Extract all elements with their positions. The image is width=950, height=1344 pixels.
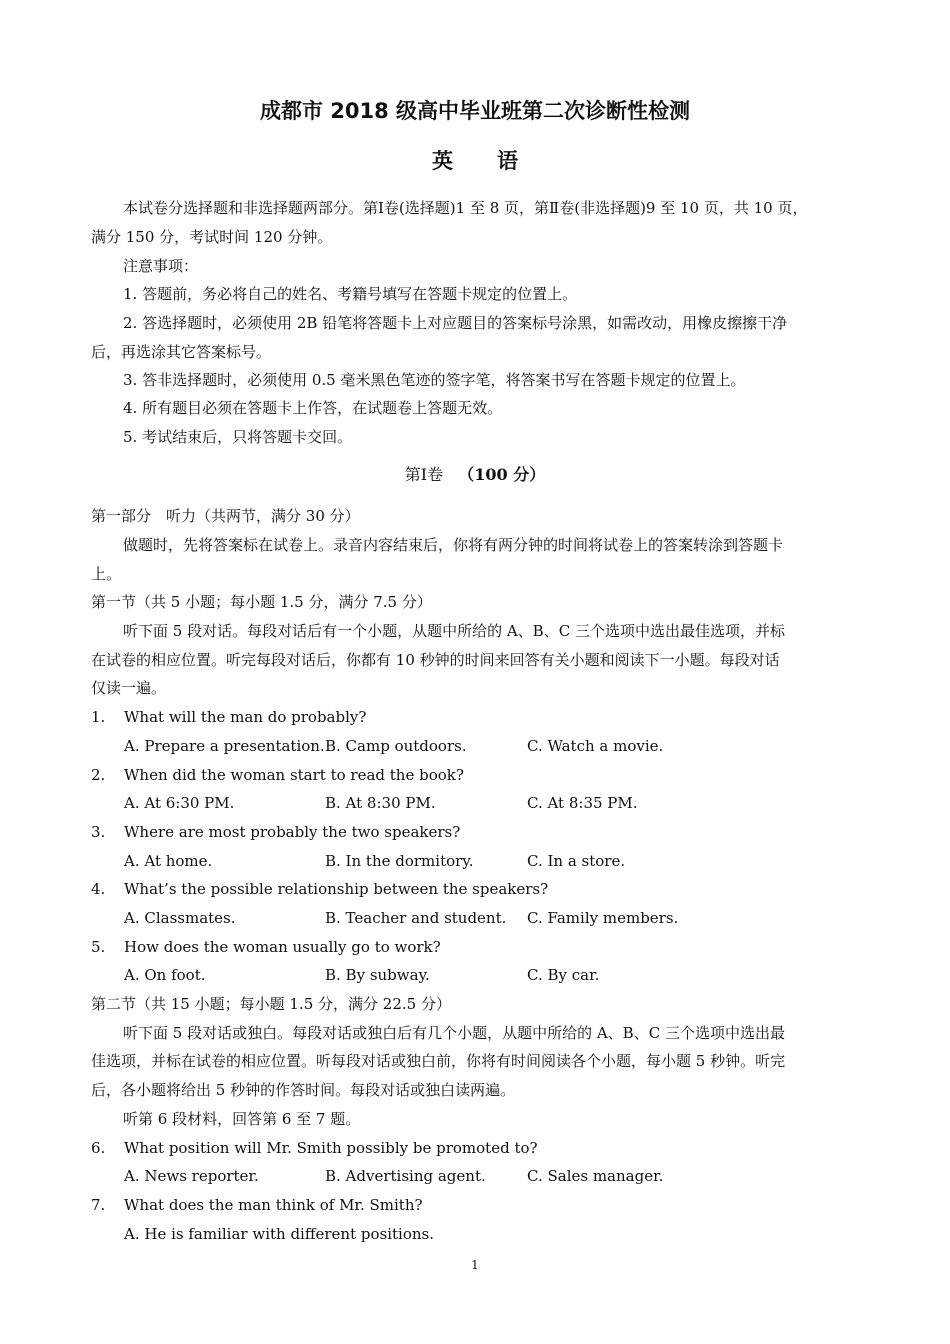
question-number: 3. [91,823,106,841]
option-b: B. In the dormitory. [325,852,474,870]
option-c: C. At 8:35 PM. [527,794,638,812]
question-text: When did the woman start to read the book? [124,766,464,784]
instruction-line: 做题时，先将答案标在试卷上。录音内容结束后，你将有两分钟的时间将试卷上的答案转涂到答题卡 [123,536,784,554]
question-number: 7. [91,1196,106,1214]
option-b: B. Camp outdoors. [325,737,467,755]
option-c: C. Sales manager. [527,1167,664,1185]
instruction-line: 听下面 5 段对话或独白。每段对话或独白后有几个小题，从题中所给的 A、B、C 三个选项中选出最 [123,1024,785,1042]
instruction-line: 仅读一遍。 [91,679,167,697]
note-item: 2. 答选择题时，必须使用 2B 铅笔将答题卡上对应题目的答案标号涂黑，如需改动，用橡皮擦擦干净 [123,314,788,332]
note-item: 后，再选涂其它答案标号。 [91,343,272,361]
option-c: C. In a store. [527,852,626,870]
section-heading: 第二节（共 15 小题；每小题 1.5 分，满分 22.5 分） [91,995,451,1013]
volume-score: （100 分） [458,465,546,484]
question-number: 2. [91,766,106,784]
instruction-line: 佳选项，并标在试卷的相应位置。听每段对话或独白前，你将有时间阅读各个小题，每小题 5 秒钟。听完 [91,1052,786,1070]
option-a: A. At home. [124,852,213,870]
question-text: What’s the possible relationship between the speakers? [124,880,549,898]
material-line: 听第 6 段材料，回答第 6 至 7 题。 [123,1110,361,1128]
option-a: A. Prepare a presentation. [124,737,325,755]
question-text: What position will Mr. Smith possibly be promoted to? [124,1139,538,1157]
option-a: A. At 6:30 PM. [124,794,235,812]
question-number: 6. [91,1139,106,1157]
note-item: 3. 答非选择题时，必须使用 0.5 毫米黑色笔迹的签字笔，将答案书写在答题卡规定的位置上。 [123,371,746,389]
section-heading: 第一节（共 5 小题；每小题 1.5 分，满分 7.5 分） [91,593,432,611]
option-a: A. News reporter. [124,1167,259,1185]
question-text: What does the man think of Mr. Smith? [124,1196,423,1214]
note-item: 4. 所有题目必须在答题卡上作答，在试题卷上答题无效。 [123,399,503,417]
notes-title: 注意事项： [123,257,199,275]
part-heading: 第一部分 听力（共两节，满分 30 分） [91,507,360,525]
question-text: What will the man do probably? [124,708,367,726]
option-a: A. On foot. [124,966,206,984]
note-item: 1. 答题前，务必将自己的姓名、考籍号填写在答题卡规定的位置上。 [123,285,578,303]
option-b: B. Advertising agent. [325,1167,486,1185]
question-text: Where are most probably the two speakers? [124,823,461,841]
page-number: 1 [471,1258,479,1272]
option-a: A. Classmates. [124,909,236,927]
instruction-line: 上。 [91,565,122,583]
option-c: C. Family members. [527,909,679,927]
volume-heading [0,462,950,485]
option-c: C. Watch a movie. [527,737,664,755]
instruction-line: 在试卷的相应位置。听完每段对话后，你都有 10 秒钟的时间来回答有关小题和阅读下一小题。每段对话 [91,651,780,669]
question-text: How does the woman usually go to work? [124,938,441,956]
note-item: 5. 考试结束后，只将答题卡交回。 [123,428,353,446]
intro-line: 满分 150 分，考试时间 120 分钟。 [91,228,333,246]
instruction-line: 听下面 5 段对话。每段对话后有一个小题，从题中所给的 A、B、C 三个选项中选出最佳选项，并标 [123,622,785,640]
option-a: A. He is familiar with different positions. [124,1225,434,1243]
option-b: B. By subway. [325,966,430,984]
instruction-line: 后，各小题将给出 5 秒钟的作答时间。每段对话或独白读两遍。 [91,1081,516,1099]
option-b: B. Teacher and student. [325,909,507,927]
question-number: 5. [91,938,106,956]
subject-title: 英语 [432,149,562,173]
exam-title: 成都市 2018 级高中毕业班第二次诊断性检测 [259,99,691,123]
option-c: C. By car. [527,966,600,984]
volume-label: 第Ⅰ卷 [404,465,444,484]
intro-line: 本试卷分选择题和非选择题两部分。第Ⅰ卷(选择题)1 至 8 页，第Ⅱ卷(非选择题)9 至 10 页，共 10 页， [123,199,808,217]
question-number: 4. [91,880,106,898]
question-number: 1. [91,708,106,726]
option-b: B. At 8:30 PM. [325,794,436,812]
